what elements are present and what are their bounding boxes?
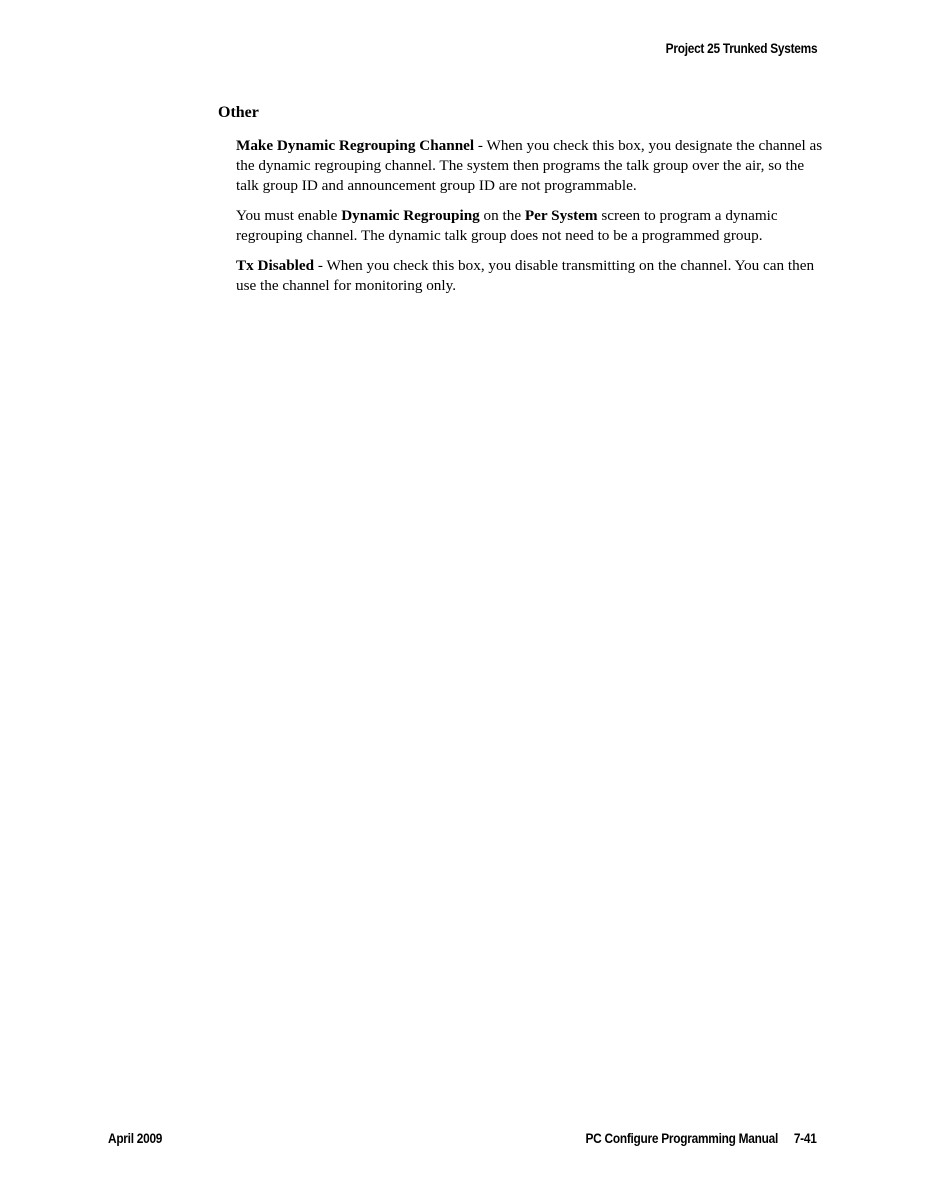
term-tx-disabled: Tx Disabled <box>236 257 315 274</box>
paragraph-text: - When you check this box, you designate the channel as the dynamic regrouping channel. The system then programs the talk group over the air, so the talk group ID and announcement group ID are not programmable. <box>236 137 823 194</box>
page-number: 7-41 <box>794 1131 817 1146</box>
term-dynamic-regrouping: Dynamic Regrouping <box>341 207 480 224</box>
paragraph-text: on the <box>479 207 525 224</box>
section-heading: Other <box>218 104 259 121</box>
paragraph-tx-disabled <box>236 256 826 296</box>
paragraph-text: - When you check this box, you disable transmitting on the channel. You can then use the channel for monitoring only. <box>236 257 815 294</box>
paragraph-text: screen to program a dynamic regrouping channel. The dynamic talk group does not need to be a programmed group. <box>236 207 778 244</box>
footer-manual-title: PC Configure Programming Manual <box>585 1131 779 1146</box>
paragraph-text: You must enable <box>236 207 342 224</box>
paragraph-enable-dynamic-regrouping <box>236 206 826 246</box>
body-text <box>236 136 826 306</box>
footer-date: April 2009 <box>108 1131 163 1146</box>
paragraph-dynamic-regrouping-channel <box>236 136 826 196</box>
running-header: Project 25 Trunked Systems <box>665 41 817 56</box>
term-make-dynamic-regrouping-channel: Make Dynamic Regrouping Channel <box>236 137 475 154</box>
footer-right <box>586 1131 817 1146</box>
term-per-system: Per System <box>524 207 598 224</box>
